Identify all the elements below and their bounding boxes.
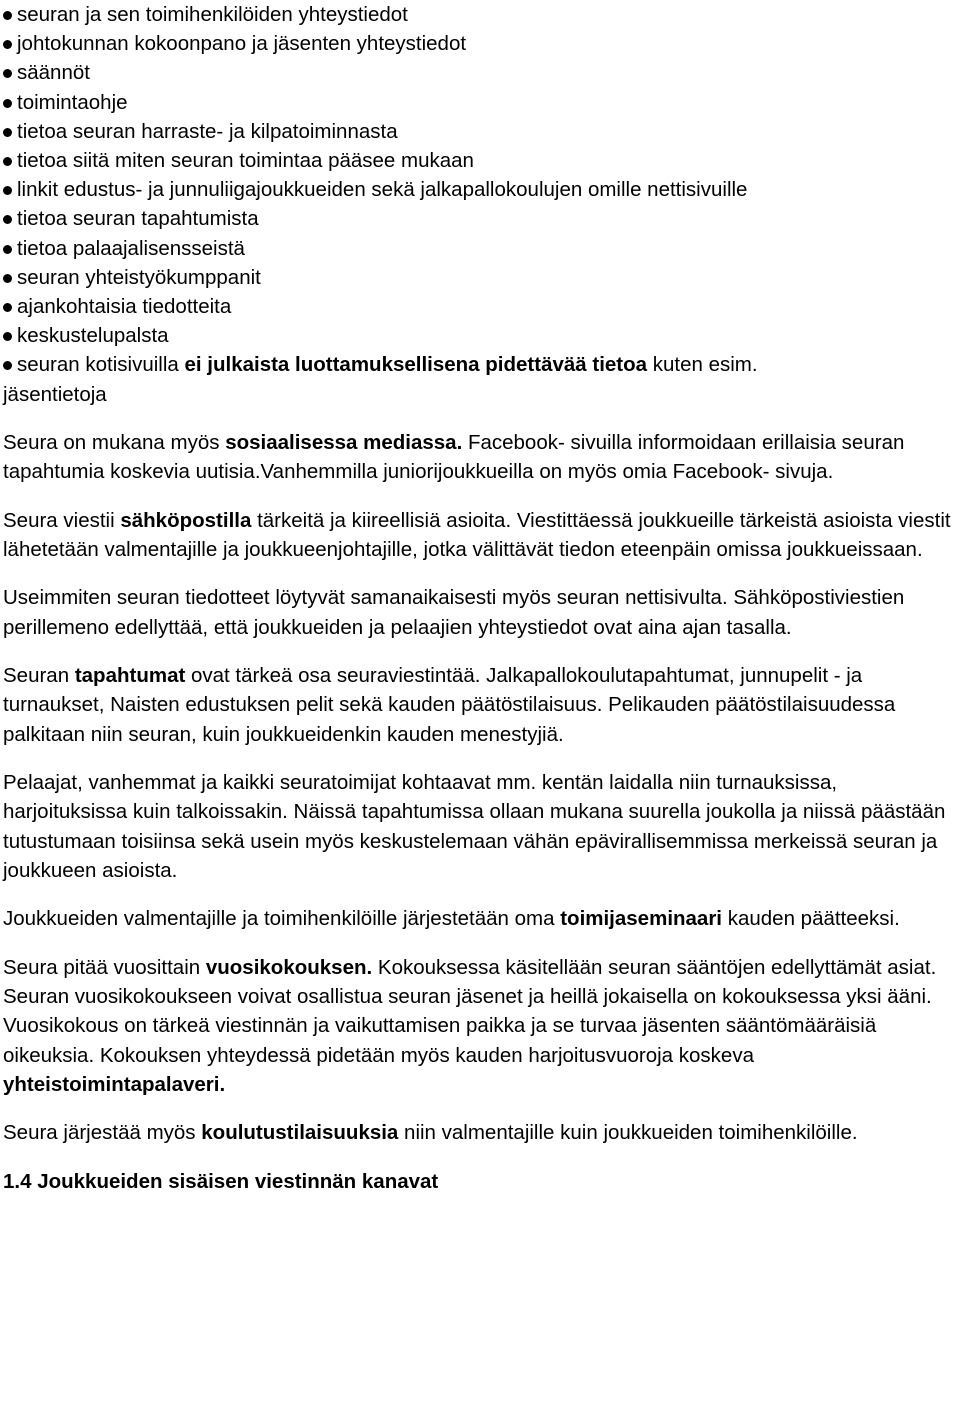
list-item <box>3 88 959 117</box>
paragraph-emphasis: vuosikokouksen. <box>205 956 373 980</box>
list-item <box>3 117 959 146</box>
paragraph-text: Kokouksessa käsitellään seuran sääntöjen edellyttämät asiat. Seuran vuosikokoukseen voivat osallistua seuran jäsenet ja heillä jokaisella on kokouksessa yksi ääni. Vuosikokous on tärkeä viestinnän ja vaikuttamisen paikka ja se turvaa jäsenten sääntömääräisiä oikeuksia. Kokouksen yhteydessä pidetään myös kauden harjoitusvuoroja koskeva <box>3 956 937 1067</box>
list-item <box>3 263 959 292</box>
paragraph-emphasis: tapahtumat <box>74 664 186 688</box>
paragraph-emphasis: koulutustilaisuuksia <box>201 1121 399 1145</box>
content-bullet-list <box>3 0 959 380</box>
bullet-icon <box>3 40 12 49</box>
list-item-text: tietoa seuran tapahtumista <box>17 207 259 231</box>
paragraph-text: ovat tärkeä osa seuraviestintää. Jalkapallokoulutapahtumat, junnupelit - ja turnaukset, Naisten edustuksen pelit sekä kauden päätöstilaisuus. Pelikauden päätöstilaisuudessa palkitaan niin seuran, kuin joukkueidenkin kauden menestyjiä. <box>3 664 896 746</box>
list-item <box>3 0 959 29</box>
paragraph-email <box>3 506 959 564</box>
list-item <box>3 146 959 175</box>
list-item-text: säännöt <box>17 61 90 85</box>
document-page <box>3 0 959 1196</box>
paragraph-text: Joukkueiden valmentajille ja toimihenkilöille järjestetään oma <box>3 907 561 931</box>
bullet-icon <box>3 274 12 283</box>
list-item <box>3 292 959 321</box>
paragraph-text: Seura pitää vuosittain <box>3 956 206 980</box>
paragraph-social-media <box>3 428 959 486</box>
paragraph-text: Seura viestii <box>3 508 121 532</box>
bullet-icon <box>3 157 12 166</box>
list-item-text: tietoa siitä miten seuran toimintaa pääsee mukaan <box>17 149 474 173</box>
paragraph-website-notices <box>3 583 959 641</box>
list-item-text: linkit edustus- ja junnuliigajoukkueiden sekä jalkapallokoulujen omille nettisivuille <box>17 178 748 202</box>
list-item <box>3 175 959 204</box>
list-item-text: tietoa palaajalisensseistä <box>17 236 245 260</box>
list-item-continuation: jäsentietoja <box>3 382 107 406</box>
paragraph-text: Seura järjestää myös <box>3 1121 202 1145</box>
paragraph-text: Seura on mukana myös <box>3 430 226 454</box>
list-item <box>3 204 959 233</box>
bullet-icon <box>3 245 12 254</box>
list-item-text: johtokunnan kokoonpano ja jäsenten yhteystiedot <box>17 32 467 56</box>
bullet-icon <box>3 186 12 195</box>
list-item-text: seuran yhteistyökumppanit <box>17 265 261 289</box>
bullet-icon <box>3 99 12 108</box>
list-item-text: ajankohtaisia tiedotteita <box>17 295 232 319</box>
bullet-icon <box>3 361 12 370</box>
paragraph-text: Seuran <box>3 664 75 688</box>
paragraph-meeting-people <box>3 768 959 885</box>
paragraph-text: tärkeitä ja kiireellisiä asioita. Viestittäessä joukkueille tärkeistä asioista viestit lähetetään valmentajille ja joukkueenjohtajille, jotka välittävät tiedon eteenpäin omissa joukkueissaan. <box>3 508 951 561</box>
list-item-confidentiality <box>3 350 959 379</box>
paragraph-annual-meeting <box>3 953 959 1099</box>
paragraph-emphasis: sähköpostilla <box>120 508 252 532</box>
paragraph-seminar <box>3 904 959 933</box>
paragraph-text: Pelaajat, vanhemmat ja kaikki seuratoimijat kohtaavat mm. kentän laidalla niin turnauksissa, harjoituksissa kuin talkoissakin. Näissä tapahtumissa ollaan mukana suurella joukolla ja niissä päästään tutustumaan toisiinsa sekä usein myös keskustelemaan vähän epävirallisemmissa merkeissä seuran ja joukkueen asioista. <box>3 771 946 882</box>
bullet-icon <box>3 128 12 137</box>
list-item <box>3 58 959 87</box>
list-item-text: seuran ja sen toimihenkilöiden yhteystiedot <box>17 3 408 26</box>
paragraph-training <box>3 1118 959 1147</box>
list-item-text: keskustelupalsta <box>17 324 169 348</box>
bullet-icon <box>3 69 12 78</box>
list-item-text-start: seuran kotisivuilla <box>17 353 185 377</box>
section-heading: 1.4 Joukkueiden sisäisen viestinnän kanavat <box>3 1170 439 1194</box>
paragraph-text: niin valmentajille kuin joukkueiden toimihenkilöille. <box>398 1121 858 1145</box>
bullet-icon <box>3 332 12 341</box>
paragraph-text: Facebook- sivuilla informoidaan erillaisia seuran tapahtumia koskevia uutisia.Vanhemmilla juniorijoukkueilla on myös omia Facebook- sivuja. <box>3 430 905 484</box>
paragraph-emphasis: sosiaalisessa mediassa. <box>225 430 463 454</box>
list-item <box>3 321 959 350</box>
paragraph-emphasis: toimijaseminaari <box>560 907 723 931</box>
paragraph-events <box>3 661 959 749</box>
list-item-text: toimintaohje <box>17 90 128 114</box>
paragraph-text: kauden päätteeksi. <box>722 907 900 931</box>
bullet-icon <box>3 215 12 224</box>
bullet-icon <box>3 11 12 20</box>
list-item <box>3 234 959 263</box>
list-item <box>3 29 959 58</box>
list-item-text: tietoa seuran harraste- ja kilpatoiminnasta <box>17 119 398 143</box>
list-item-emphasis: ei julkaista luottamuksellisena pidettävää tietoa <box>184 353 648 377</box>
bullet-icon <box>3 303 12 312</box>
list-item-text-end: kuten esim. <box>647 353 758 377</box>
paragraph-text: Useimmiten seuran tiedotteet löytyvät samanaikaisesti myös seuran nettisivulta. Sähköpostiviestien perillemeno edellyttää, että joukkueiden ja pelaajien yhteystiedot ovat aina ajan tasalla. <box>3 586 905 639</box>
paragraph-emphasis: yhteistoimintapalaveri. <box>3 1072 226 1096</box>
